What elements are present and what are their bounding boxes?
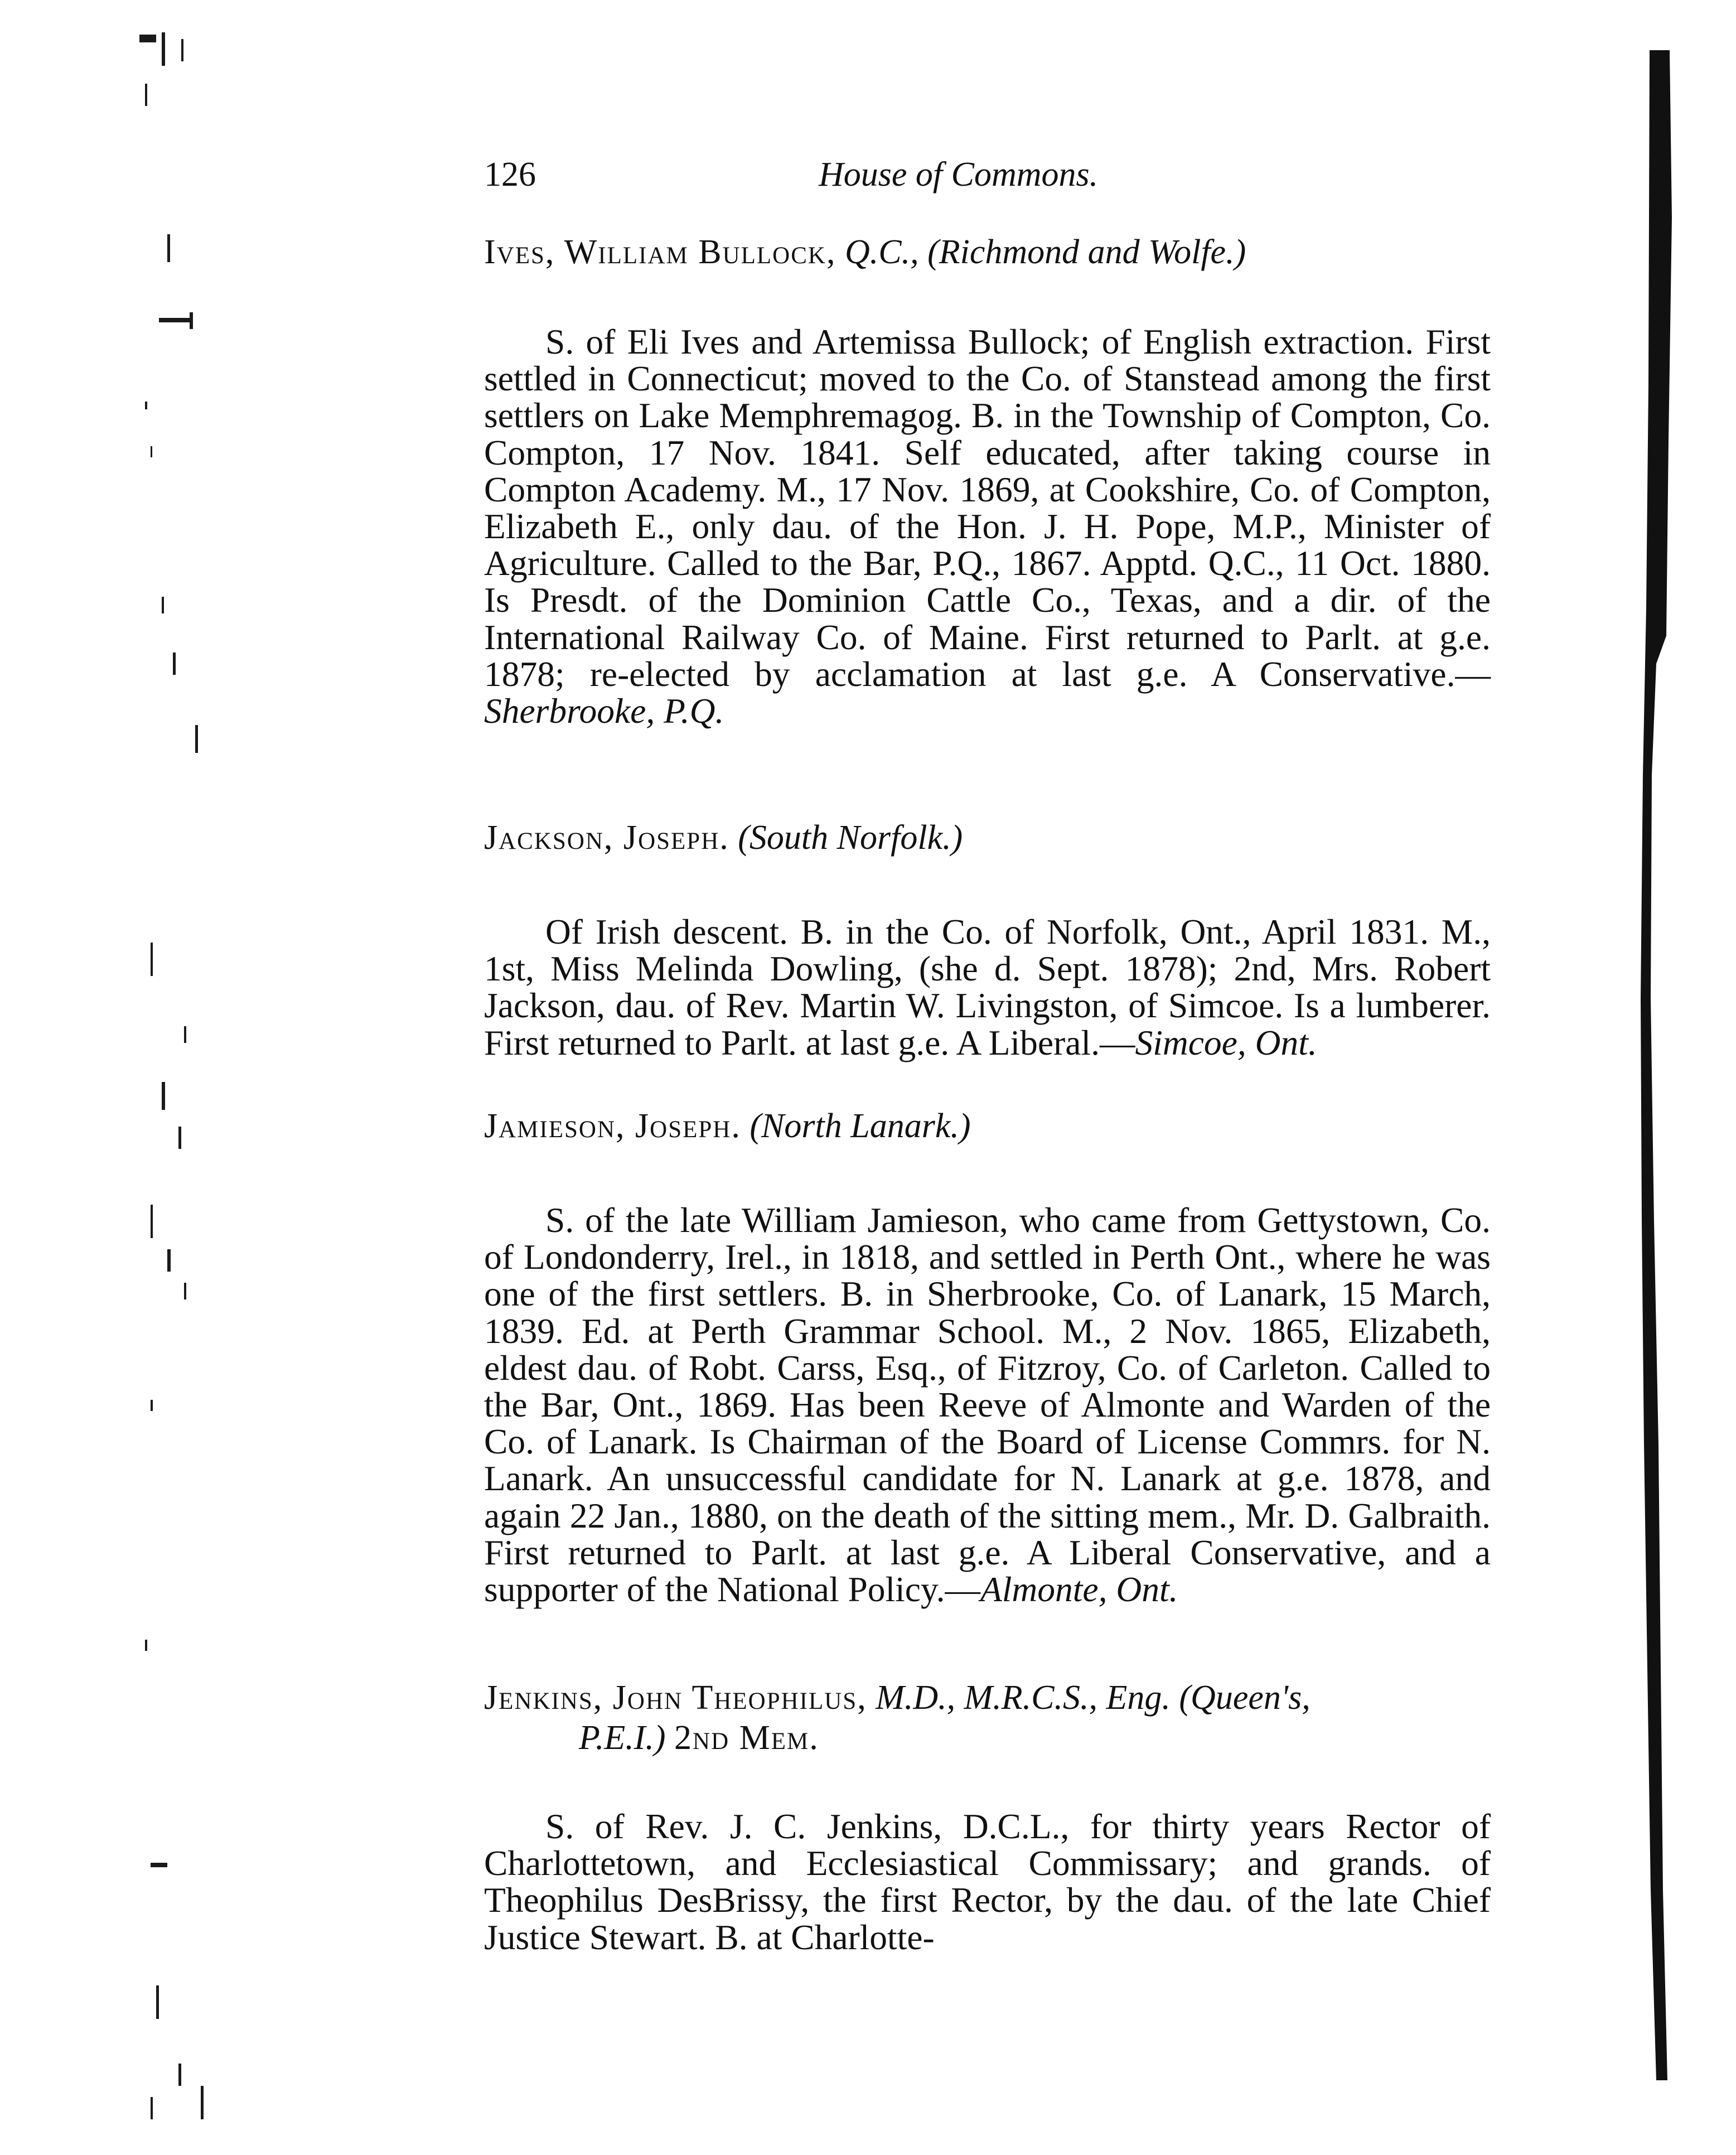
member-note: 2nd Mem.	[674, 1719, 819, 1757]
constituency: (North Lanark.)	[749, 1107, 971, 1145]
entry-ives	[484, 232, 1491, 729]
entry-text: Of Irish descent. B. in the Co. of Norfolk, Ont., April 1831. M., 1st, Miss Melinda Dowling, (she d. Sept. 1878); 2nd, Mrs. Robert Jackson, dau. of Rev. Martin W. Livingston, of Simcoe. Is a lumberer. First returned to Parlt. at last g.e. A Liberal.—	[484, 912, 1491, 1062]
page-number: 126	[484, 156, 536, 194]
entry-body	[484, 323, 1491, 729]
constituency: (South Norfolk.)	[738, 819, 963, 857]
binding-shadow-right	[1640, 50, 1706, 2080]
residence: Sherbrooke, P.Q.	[484, 691, 724, 731]
residence: Almonte, Ont.	[980, 1569, 1178, 1610]
entry-text: S. of Rev. J. C. Jenkins, D.C.L., for thirty years Rector of Charlottetown, and Ecclesiastical Commissary; and grands. of Theophilus DesBrissy, the first Rector, by the dau. of the late Chief Justice Stewart. B. at Charlotte-	[484, 1806, 1491, 1957]
entry-text: S. of the late William Jamieson, who came from Gettystown, Co. of Londonderry, Irel., in 1818, and settled in Perth Ont., where he was one of the first settlers. B. in Sherbrooke, Co. of Lanark, 15 March, 1839. Ed. at Perth Grammar School. M., 2 Nov. 1865, Elizabeth, eldest dau. of Robt. Carss, Esq., of Fitzroy, Co. of Carleton. Called to the Bar, Ont., 1869. Has been Reeve of Almonte and Warden of the Co. of Lanark. Is Chairman of the Board of License Commrs. for N. Lanark. An unsuccessful candidate for N. Lanark at g.e. 1878, and again 22 Jan., 1880, on the death of the sitting mem., Mr. D. Galbraith. First returned to Parlt. at last g.e. A Liberal Conservative, and a supporter of the National Policy.—	[484, 1200, 1491, 1610]
member-name: Jackson, Joseph.	[484, 819, 729, 857]
entry-jackson	[484, 818, 1491, 1061]
entry-body	[484, 1808, 1491, 1956]
member-name: Jamieson, Joseph.	[484, 1107, 741, 1145]
running-head	[484, 149, 1499, 200]
member-qualification: Q.C.,	[844, 233, 919, 271]
residence: Simcoe, Ont.	[1135, 1022, 1317, 1062]
running-title: House of Commons.	[819, 156, 1099, 194]
entry-text: S. of Eli Ives and Artemissa Bullock; of English extraction. First settled in Connecticut; moved to the Co. of Stanstead among the first settlers on Lake Memphremagog. B. in the Township of Compton, Co. Compton, 17 Nov. 1841. Self educated, after taking course in Compton Academy. M., 17 Nov. 1869, at Cookshire, Co. of Compton, Elizabeth E., only dau. of the Hon. J. H. Pope, M.P., Minister of Agriculture. Called to the Bar, P.Q., 1867. Apptd. Q.C., 11 Oct. 1880. Is Presdt. of the Dominion Cattle Co., Texas, and a dir. of the International Railway Co. of Maine. First returned to Parlt. at g.e. 1878; re-elected by acclamation at last g.e. A Conservative.—	[484, 322, 1491, 694]
constituency: (Queen's,	[1179, 1679, 1311, 1717]
entry-jamieson	[484, 1106, 1491, 1608]
entry-heading	[484, 818, 1491, 858]
constituency: (Richmond and Wolfe.)	[927, 233, 1246, 271]
entry-heading	[484, 1678, 1491, 1758]
entry-body	[484, 1202, 1491, 1608]
entry-jenkins	[484, 1678, 1491, 1956]
member-name: Ives, William Bullock,	[484, 233, 836, 271]
constituency-continued: P.E.I.)	[579, 1719, 666, 1757]
scan-specks-left	[128, 22, 251, 2130]
entry-heading	[484, 1106, 1491, 1146]
entry-heading	[484, 232, 1491, 272]
member-name: Jenkins, John Theophilus,	[484, 1679, 867, 1717]
entry-body	[484, 914, 1491, 1061]
member-qualification: M.D., M.R.C.S., Eng.	[876, 1679, 1171, 1717]
